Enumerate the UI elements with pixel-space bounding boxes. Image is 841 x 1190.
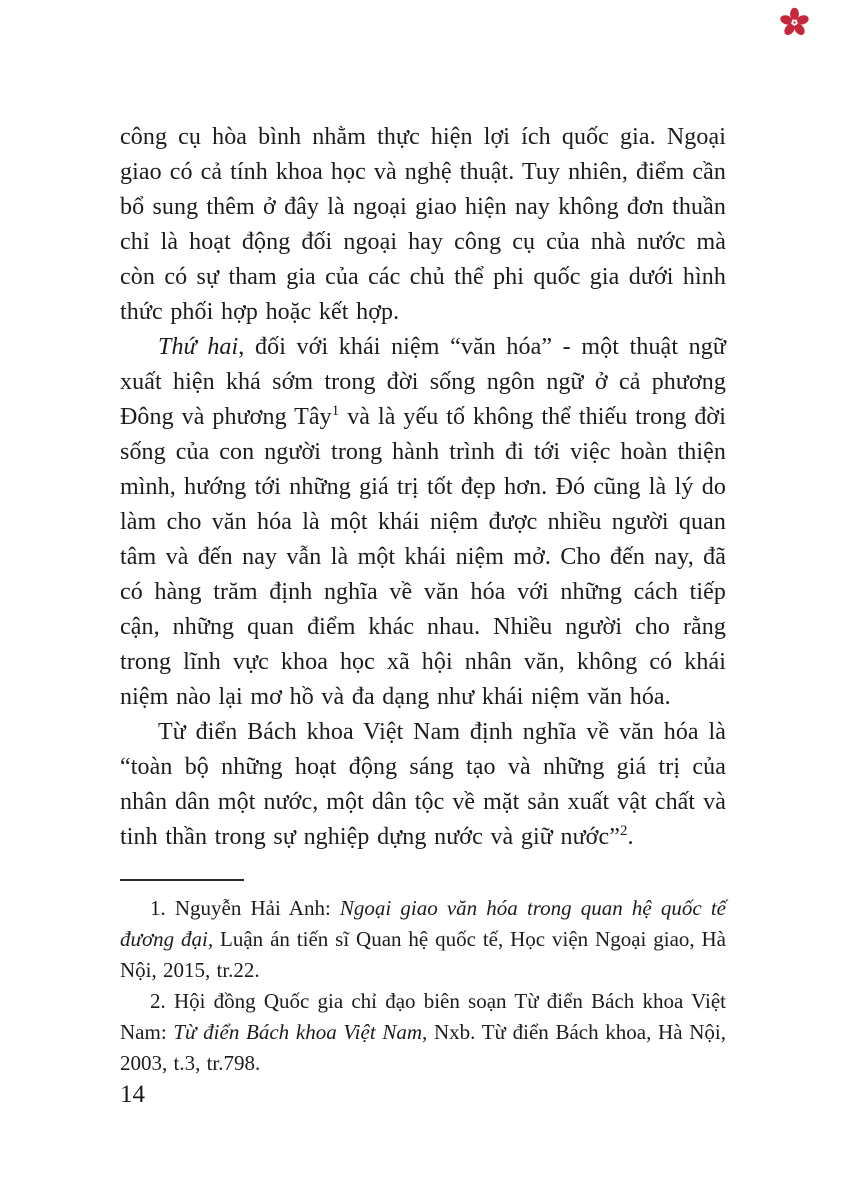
- page-body: [120, 120, 726, 1079]
- footnote-1: [120, 893, 726, 986]
- text-segment: 1. Nguyễn Hải Anh:: [150, 896, 340, 920]
- text-segment-italic: Thứ hai: [158, 334, 239, 360]
- body-paragraph-1: [120, 120, 726, 330]
- text-segment: , đối với khái niệm “văn hóa” - một thuật ngữ xuất hiện khá sớm trong đời sống ngôn ngữ ở cả phương Đông và phương Tây: [120, 334, 726, 430]
- page-number: 14: [120, 1081, 145, 1108]
- footnote-ref-2: 2: [619, 823, 628, 839]
- text-segment: công cụ hòa bình nhằm thực hiện lợi ích quốc gia. Ngoại giao có cả tính khoa học và nghệ thuật. Tuy nhiên, điểm cần bổ sung thêm ở đây là ngoại giao hiện nay không đơn thuần chỉ là hoạt động đối ngoại hay công cụ của nhà nước mà còn có sự tham gia của các chủ thể phi quốc gia dưới hình thức phối hợp hoặc kết hợp.: [120, 124, 726, 325]
- footnote-separator: [120, 879, 244, 881]
- text-segment: Từ điển Bách khoa Việt Nam định nghĩa về văn hóa là “toàn bộ những hoạt động sáng tạo và những giá trị của nhân dân một nước, một dân tộc về mặt sản xuất vật chất và tinh thần trong sự nghiệp dựng nước và giữ nước”: [120, 719, 726, 850]
- text-segment: Nxb. Từ điển Bách khoa, Hà Nội, 2003, t.3, tr.798.: [120, 1020, 726, 1075]
- body-paragraph-2: [120, 330, 726, 715]
- footnote-2: [120, 986, 726, 1079]
- footnote-ref-1: 1: [331, 403, 340, 419]
- text-segment: .: [627, 824, 634, 850]
- text-segment-italic: Từ điển Bách khoa Việt Nam,: [173, 1020, 434, 1044]
- text-segment: Luận án tiến sĩ Quan hệ quốc tế, Học viện Ngoại giao, Hà Nội, 2015, tr.22.: [120, 927, 727, 982]
- body-paragraph-3: [120, 715, 726, 855]
- text-segment: và là yếu tố không thể thiếu trong đời sống của con người trong hành trình đi tới việc hoàn thiện mình, hướng tới những giá trị tốt đẹp hơn. Đó cũng là lý do làm cho văn hóa là một khái niệm được nhiều người quan tâm và đến nay vẫn là một khái niệm mở. Cho đến nay, đã có hàng trăm định nghĩa về văn hóa với những cách tiếp cận, những quan điểm khác nhau. Nhiều người cho rằng trong lĩnh vực khoa học xã hội nhân văn, không có khái niệm nào lại mơ hồ và đa dạng như khái niệm văn hóa.: [120, 404, 726, 710]
- flower-ornament-icon: [779, 7, 810, 38]
- text-segment-italic: Ngoại giao văn hóa trong quan hệ quốc tế đương đại,: [120, 896, 726, 951]
- text-segment: 2. Hội đồng Quốc gia chỉ đạo biên soạn Từ điển Bách khoa Việt Nam:: [120, 989, 726, 1044]
